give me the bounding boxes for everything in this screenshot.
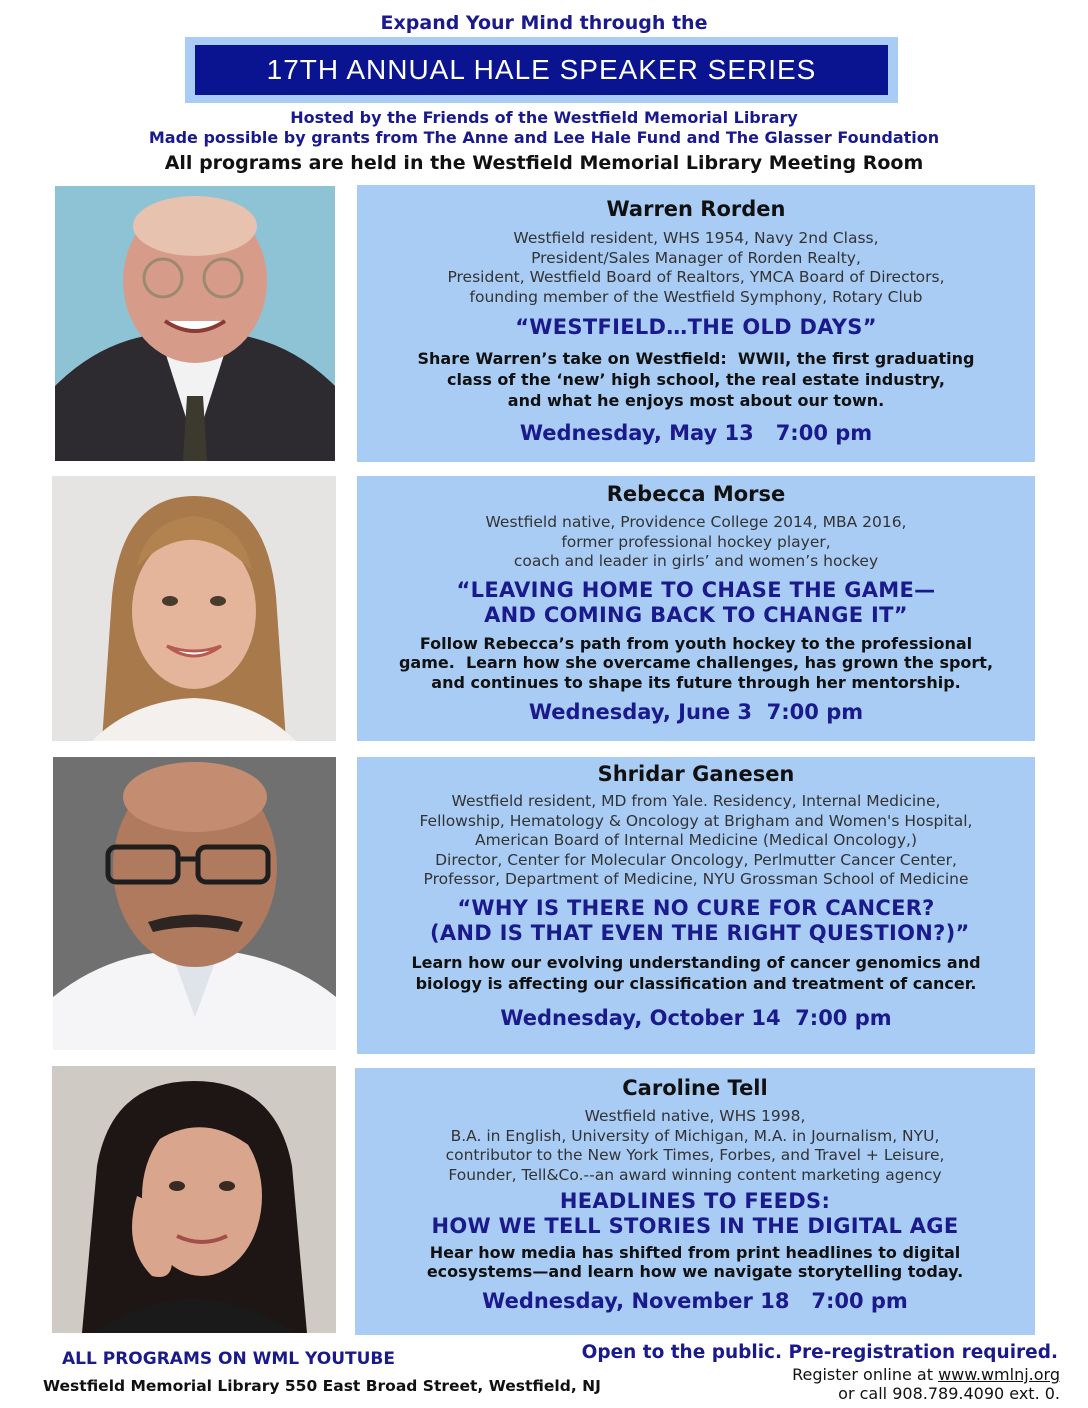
grants-text: Made possible by grants from The Anne and Lee Hale Fund and The Glasser Foundation [148, 128, 940, 147]
speaker-panel-warren-rorden [357, 185, 1035, 462]
talk-date: Wednesday, June 3 7:00 pm [528, 700, 864, 724]
bio-line: Westfield native, Providence College 2014, MBA 2016, [485, 513, 907, 531]
talk-description [363, 1243, 1027, 1281]
talk-title [365, 315, 1027, 340]
open-to-public-note: Open to the public. Pre-registration required. [581, 1342, 1058, 1363]
speaker-name: Rebecca Morse [606, 482, 786, 506]
talk-title [365, 578, 1027, 628]
speaker-bio [365, 229, 1027, 307]
bio-line: Founder, Tell&Co.--an award winning content marketing agency [448, 1165, 942, 1184]
talk-title [363, 1189, 1027, 1239]
bio-line: President, Westfield Board of Realtors, YMCA Board of Directors, [447, 268, 945, 286]
talk-title-line: “WHY IS THERE NO CURE FOR CANCER? [457, 895, 935, 920]
speaker-bio [363, 1107, 1027, 1185]
description-line: Follow Rebecca’s path from youth hockey to the professional [419, 633, 973, 653]
talk-date: Wednesday, October 14 7:00 pm [500, 1005, 892, 1030]
registration-info [792, 1365, 1060, 1403]
talk-title-line: “LEAVING HOME TO CHASE THE GAME— [456, 577, 936, 602]
description-line: and continues to shape its future through her mentorship. [431, 672, 961, 692]
talk-title-line: “WESTFIELD…THE OLD DAYS” [515, 315, 877, 339]
talk-title [365, 896, 1027, 946]
sponsor-block [0, 108, 1088, 148]
talk-title-line: AND COMING BACK TO CHANGE IT” [484, 602, 908, 627]
speaker-panel-rebecca-morse [357, 476, 1035, 741]
speaker-photo-caroline-tell [52, 1066, 336, 1333]
description-line: ecosystems—and learn how we navigate storytelling today. [426, 1262, 964, 1281]
location-note: All programs are held in the Westfield Memorial Library Meeting Room [164, 152, 924, 174]
pre-title: Expand Your Mind through the [380, 12, 708, 34]
register-prefix: Register online at [792, 1365, 939, 1384]
bio-line: President/Sales Manager of Rorden Realty, [531, 248, 861, 267]
description-line: game. Learn how she overcame challenges, has grown the sport, [398, 653, 994, 672]
talk-date: Wednesday, May 13 7:00 pm [519, 421, 873, 445]
speaker-name: Shridar Ganesen [597, 762, 795, 786]
bio-line: Westfield resident, WHS 1954, Navy 2nd Class, [513, 229, 879, 247]
talk-description [365, 952, 1027, 994]
youtube-note: ALL PROGRAMS ON WML YOUTUBE [62, 1349, 395, 1369]
bio-line: coach and leader in girls’ and women’s hockey [513, 552, 879, 570]
talk-title-line: (AND IS THAT EVEN THE RIGHT QUESTION?)” [422, 920, 970, 945]
description-line: class of the ‘new’ high school, the real estate industry, [447, 370, 945, 389]
register-line [792, 1365, 1060, 1384]
speaker-bio [365, 792, 1027, 890]
speaker-photo-warren-rorden [55, 186, 335, 461]
bio-line: Professor, Department of Medicine, NYU Grossman School of Medicine [423, 870, 969, 888]
speaker-panel-caroline-tell [355, 1068, 1035, 1335]
title-banner [185, 37, 898, 103]
bio-line: Westfield native, WHS 1998, [584, 1107, 806, 1125]
library-address: Westfield Memorial Library 550 East Broad Street, Westfield, NJ [43, 1377, 601, 1395]
series-title: 17TH ANNUAL HALE SPEAKER SERIES [195, 45, 888, 95]
talk-title-line: HEADLINES TO FEEDS: [559, 1189, 831, 1213]
talk-description [365, 348, 1027, 411]
talk-title-line: HOW WE TELL STORIES IN THE DIGITAL AGE [431, 1214, 959, 1238]
talk-date: Wednesday, November 18 7:00 pm [482, 1289, 908, 1313]
speaker-photo-rebecca-morse [52, 476, 336, 741]
speaker-name: Caroline Tell [622, 1076, 768, 1100]
bio-line: Westfield resident, MD from Yale. Residency, Internal Medicine, [451, 792, 941, 810]
speaker-bio [365, 513, 1027, 572]
description-line: and what he enjoys most about our town. [507, 391, 885, 410]
talk-description [365, 634, 1027, 693]
description-line: biology is affecting our classification and treatment of cancer. [415, 973, 977, 993]
bio-line: founding member of the Westfield Symphony, Rotary Club [469, 287, 923, 306]
bio-line: former professional hockey player, [561, 532, 831, 551]
hosted-by-text: Hosted by the Friends of the Westfield Memorial Library [290, 108, 798, 127]
bio-line: Fellowship, Hematology & Oncology at Brigham and Women's Hospital, [419, 811, 973, 830]
bio-line: Director, Center for Molecular Oncology, Perlmutter Cancer Center, [435, 850, 957, 869]
bio-line: American Board of Internal Medicine (Medical Oncology,) [474, 831, 918, 849]
description-line: Share Warren’s take on Westfield: WWII, the first graduating [417, 349, 975, 368]
website-link[interactable]: www.wmlnj.org [938, 1365, 1060, 1384]
speaker-photo-shridar-ganesen [53, 757, 336, 1050]
bio-line: contributor to the New York Times, Forbes, and Travel + Leisure, [445, 1146, 945, 1164]
description-line: Learn how our evolving understanding of cancer genomics and [411, 952, 981, 972]
bio-line: B.A. in English, University of Michigan, M.A. in Journalism, NYU, [450, 1126, 940, 1145]
speaker-name: Warren Rorden [606, 197, 786, 221]
speaker-panel-shridar-ganesen [357, 757, 1035, 1054]
phone-line: or call 908.789.4090 ext. 0. [838, 1384, 1060, 1403]
description-line: Hear how media has shifted from print headlines to digital [429, 1243, 961, 1262]
